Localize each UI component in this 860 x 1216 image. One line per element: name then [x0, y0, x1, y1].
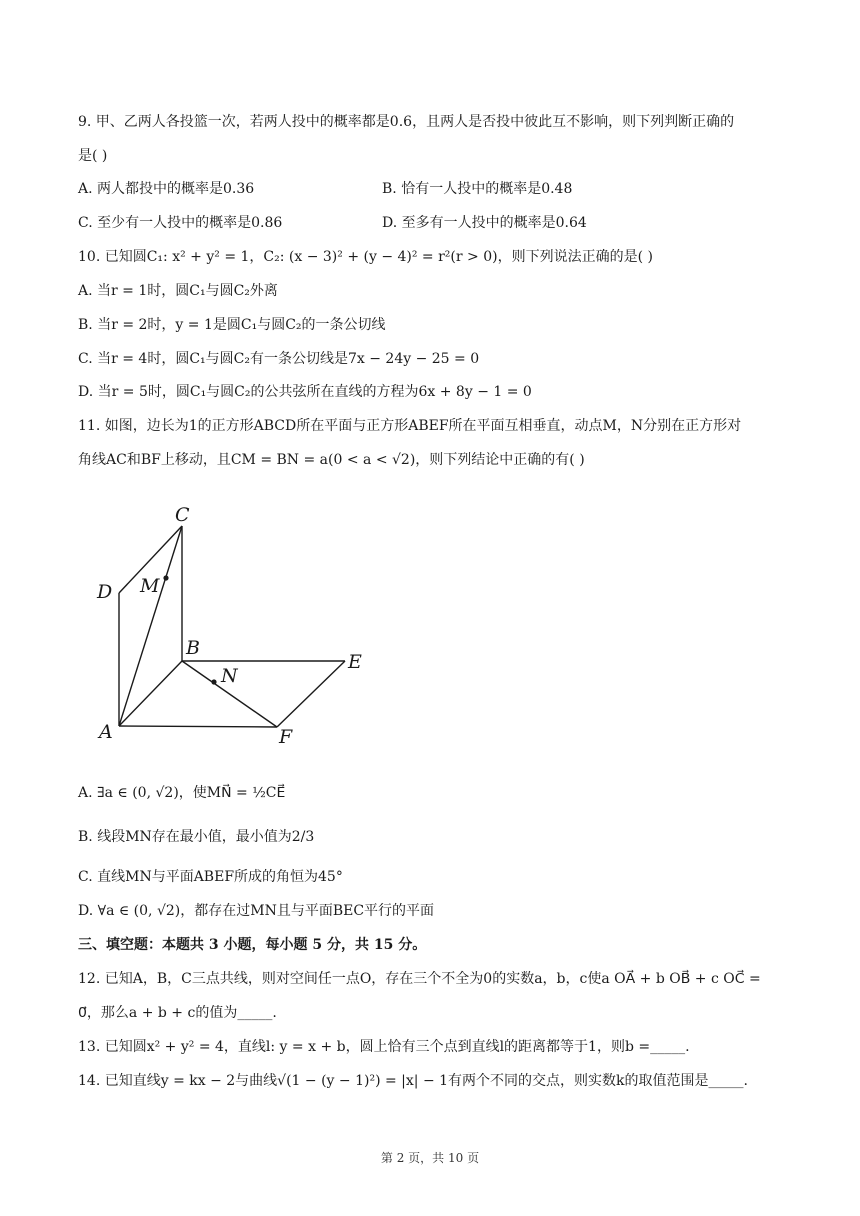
- q9-stem-line2: 是( ): [78, 148, 108, 164]
- edge-ef: [277, 661, 345, 727]
- point-n: [211, 679, 216, 684]
- q12-stem-line1: 12. 已知A，B，C三点共线，则对空间任一点O，存在三个不全为0的实数a，b，c使a OA⃗ + b OB⃗ + c OC⃗ =: [78, 971, 761, 987]
- q12-stem-line2: 0⃗，那么a + b + c的值为_____.: [78, 1005, 277, 1021]
- q10-stem: 10. 已知圆C₁: x² + y² = 1，C₂: (x − 3)² + (y − 4)² = r²(r > 0)，则下列说法正确的是( ): [78, 249, 653, 265]
- q13-stem: 13. 已知圆x² + y² = 4，直线l: y = x + b，圆上恰有三个点到直线l的距离都等于1，则b =_____.: [78, 1039, 690, 1055]
- q14-stem: 14. 已知直线y = kx − 2与曲线√(1 − (y − 1)²) = |x| − 1有两个不同的交点，则实数k的取值范围是_____.: [78, 1073, 748, 1089]
- q9-option-c: C. 至少有一人投中的概率是0.86: [78, 215, 283, 231]
- label-m: M: [140, 575, 160, 597]
- q9-stem-line1: 9. 甲、乙两人各投篮一次，若两人投中的概率都是0.6，且两人是否投中彼此互不影响，则下列判断正确的: [78, 114, 735, 130]
- q11-stem-line1: 11. 如图，边长为1的正方形ABCD所在平面与正方形ABEF所在平面互相垂直，动点M，N分别在正方形对: [78, 418, 742, 434]
- label-c: C: [175, 504, 190, 526]
- q11-option-b: B. 线段MN存在最小值，最小值为2/3: [78, 829, 315, 845]
- q9-option-d: D. 至多有一人投中的概率是0.64: [382, 215, 587, 231]
- label-f: F: [279, 726, 293, 748]
- edge-af: [119, 726, 277, 727]
- label-n: N: [221, 665, 238, 687]
- geometry-figure: [90, 500, 380, 760]
- label-a: A: [99, 721, 113, 743]
- q11-option-a: A. ∃a ∈ (0, √2)，使MN⃗ = ½CE⃗: [78, 785, 286, 801]
- diagonal-ac: [119, 526, 182, 726]
- q10-option-d: D. 当r = 5时，圆C₁与圆C₂的公共弦所在直线的方程为6x + 8y − 1 = 0: [78, 384, 532, 400]
- section-3-heading: 三、填空题：本题共 3 小题，每小题 5 分，共 15 分。: [78, 937, 427, 953]
- edge-ab: [119, 661, 182, 726]
- q10-option-b: B. 当r = 2时，y = 1是圆C₁与圆C₂的一条公切线: [78, 317, 386, 333]
- q11-option-d: D. ∀a ∈ (0, √2)，都存在过MN且与平面BEC平行的平面: [78, 903, 435, 919]
- q9-option-a: A. 两人都投中的概率是0.36: [78, 181, 255, 197]
- q9-option-b: B. 恰有一人投中的概率是0.48: [382, 181, 573, 197]
- point-m: [163, 575, 168, 580]
- q11-stem-line2: 角线AC和BF上移动，且CM = BN = a(0 < a < √2)，则下列结论中正确的有( ): [78, 452, 585, 468]
- q10-option-a: A. 当r = 1时，圆C₁与圆C₂外离: [78, 283, 278, 299]
- q10-option-c: C. 当r = 4时，圆C₁与圆C₂有一条公切线是7x − 24y − 25 = 0: [78, 351, 480, 367]
- label-e: E: [348, 651, 362, 673]
- label-b: B: [186, 637, 200, 659]
- page-footer: 第 2 页，共 10 页: [380, 1151, 480, 1165]
- label-d: D: [97, 581, 113, 603]
- q11-option-c: C. 直线MN与平面ABEF所成的角恒为45°: [78, 869, 343, 885]
